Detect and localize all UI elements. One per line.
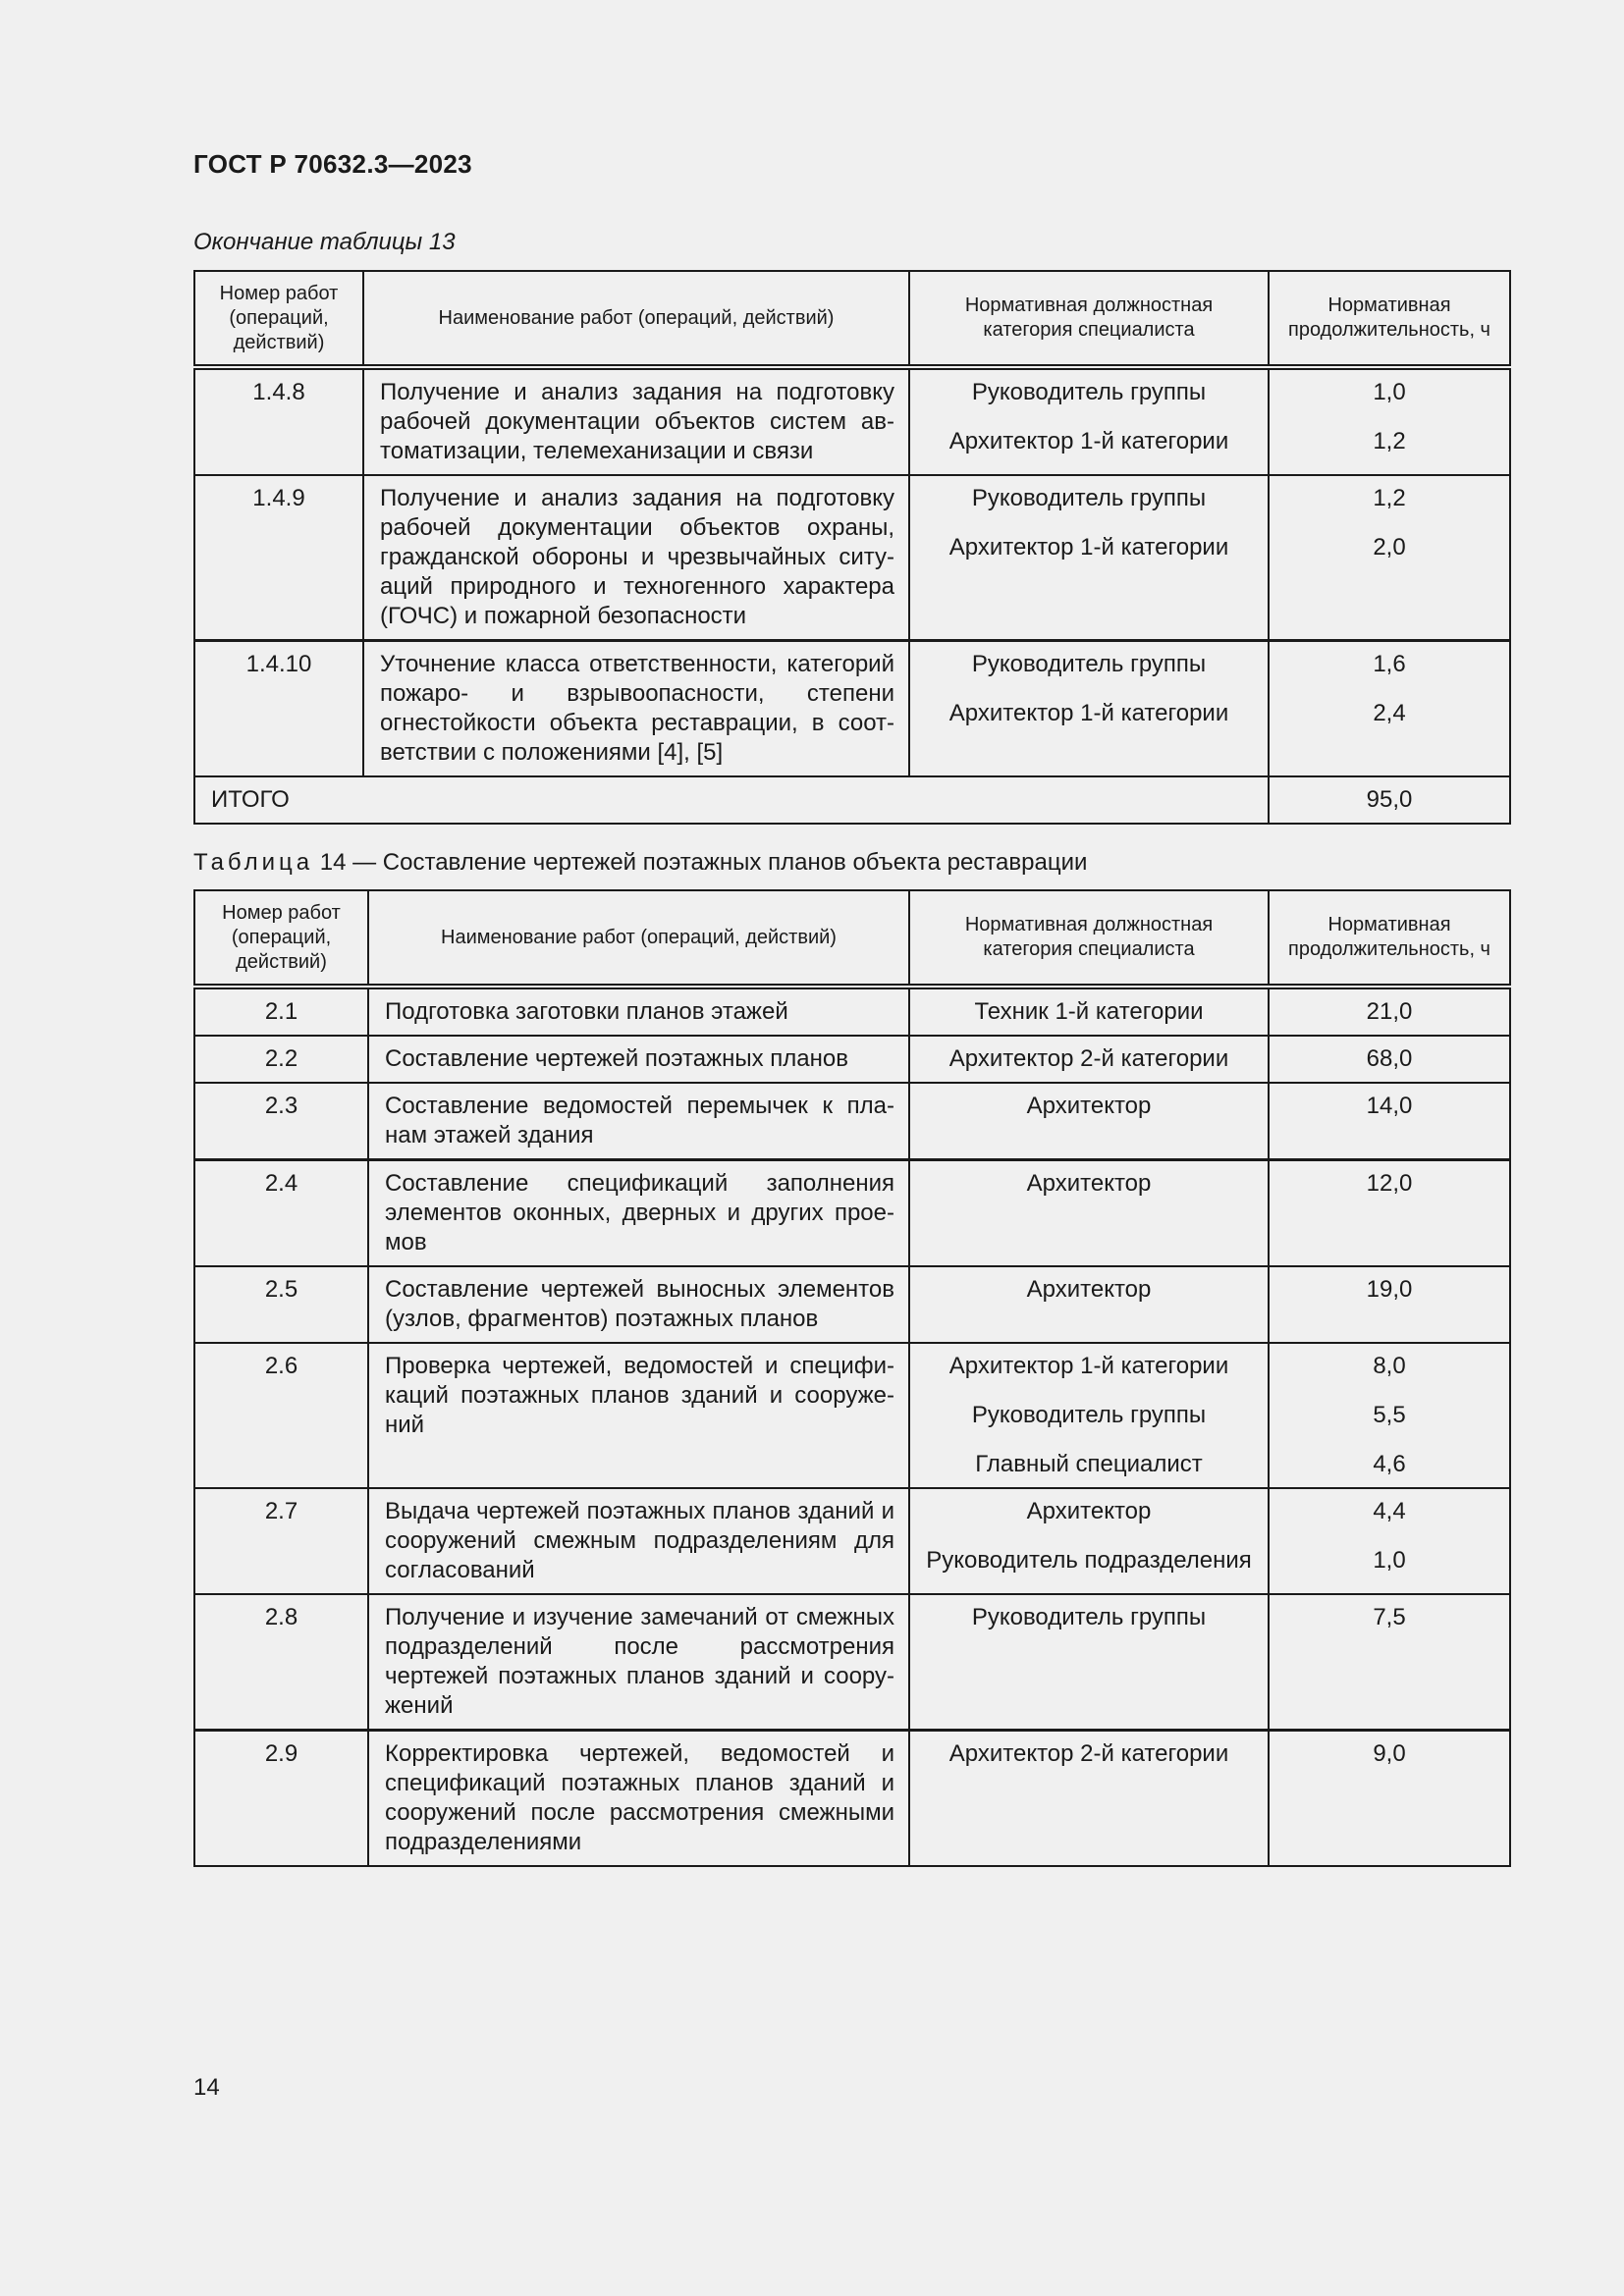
- duration-cell: [1269, 641, 1510, 777]
- specialist-cell: [909, 1594, 1269, 1731]
- table-row: [194, 1160, 1510, 1267]
- table-row: [194, 1036, 1510, 1083]
- specialist-cell: [909, 1160, 1269, 1267]
- specialist-category: Архитектор: [1026, 1276, 1152, 1303]
- work-name-cell: Получение и анализ задания на подготовку рабочей документации объектов охраны, гражданской обороны и чрезвычайных ситуаций природного и техногенного характера (ГОЧС) и пожарной безопасности: [363, 475, 909, 641]
- duration-value: 12,0: [1366, 1170, 1413, 1197]
- duration-value: 2,4: [1373, 700, 1406, 726]
- duration-value: 68,0: [1366, 1045, 1413, 1072]
- duration-cell: [1269, 1594, 1510, 1731]
- work-name-cell: Получение и анализ задания на подготовку рабочей документации объектов систем автоматизации, телемеханизации и связи: [363, 367, 909, 475]
- specialist-category: Руководитель группы: [971, 379, 1207, 405]
- document-header: ГОСТ Р 70632.3—2023: [193, 149, 472, 179]
- work-name-cell: Подготовка заготовки планов этажей: [368, 987, 909, 1036]
- specialist-category: Архитектор: [1026, 1498, 1152, 1524]
- work-name-cell: Составление чертежей выносных элементов (узлов, фрагментов) поэтажных планов: [368, 1266, 909, 1343]
- total-value: 95,0: [1269, 776, 1510, 824]
- col-header-number: Номер работ (операций, действий): [194, 271, 363, 367]
- work-number-cell: 2.2: [194, 1036, 368, 1083]
- specialist-cell: [909, 1731, 1269, 1867]
- table14-caption: [193, 849, 1087, 877]
- table14-body: [194, 987, 1510, 1866]
- table-13: [193, 270, 1511, 825]
- work-name-cell: Составление чертежей поэтажных планов: [368, 1036, 909, 1083]
- duration-cell: [1269, 367, 1510, 475]
- work-name-cell: Составление ведомостей перемычек к планам этажей здания: [368, 1083, 909, 1160]
- duration-cell: [1269, 475, 1510, 641]
- table14-caption-text: 14 — Составление чертежей поэтажных планов объекта реставрации: [313, 849, 1088, 876]
- duration-value: 8,0: [1373, 1353, 1406, 1379]
- table-row: [194, 367, 1510, 475]
- duration-value: 9,0: [1373, 1740, 1406, 1767]
- total-label: ИТОГО: [194, 776, 1269, 824]
- col-header-name: Наименование работ (операций, действий): [363, 271, 909, 367]
- table-row: [194, 1488, 1510, 1594]
- work-name-cell: Составление спецификаций заполнения элементов оконных, дверных и других проемов: [368, 1160, 909, 1267]
- specialist-cell: [909, 1266, 1269, 1343]
- specialist-cell: [909, 641, 1269, 777]
- table-row: [194, 987, 1510, 1036]
- specialist-category: Архитектор 1-й категории: [948, 700, 1229, 726]
- work-number-cell: 2.9: [194, 1731, 368, 1867]
- specialist-cell: [909, 1343, 1269, 1488]
- col-header-duration: Нормативная продолжительность, ч: [1269, 890, 1510, 987]
- table13-caption: Окончание таблицы 13: [193, 229, 456, 255]
- specialist-category: Руководитель группы: [971, 1402, 1207, 1428]
- specialist-cell: [909, 475, 1269, 641]
- specialist-category: Архитектор 1-й категории: [948, 534, 1229, 561]
- duration-value: 14,0: [1366, 1093, 1413, 1119]
- table-row: [194, 1083, 1510, 1160]
- col-header-duration: Нормативная продолжительность, ч: [1269, 271, 1510, 367]
- specialist-category: Архитектор 2-й категории: [948, 1740, 1229, 1767]
- work-name-cell: Проверка чертежей, ведомостей и спецификаций поэтажных планов зданий и сооружений: [368, 1343, 909, 1488]
- work-number-cell: 2.5: [194, 1266, 368, 1343]
- specialist-cell: [909, 987, 1269, 1036]
- table-row: [194, 1266, 1510, 1343]
- specialist-category: Архитектор 1-й категории: [948, 1353, 1229, 1379]
- table14-caption-prefix: Таблица: [193, 849, 314, 876]
- table-14: [193, 889, 1511, 1867]
- duration-cell: [1269, 1731, 1510, 1867]
- specialist-category: Руководитель группы: [971, 651, 1207, 677]
- specialist-cell: [909, 1488, 1269, 1594]
- work-name-cell: Уточнение класса ответственности, категорий пожаро- и взрывоопасности, степени огнестойкости объекта реставрации, в соответствии с положениями [4], [5]: [363, 641, 909, 777]
- specialist-category: Архитектор 1-й категории: [948, 428, 1229, 454]
- table-row: [194, 641, 1510, 777]
- duration-value: 1,6: [1373, 651, 1406, 677]
- specialist-cell: [909, 367, 1269, 475]
- work-number-cell: 1.4.8: [194, 367, 363, 475]
- duration-value: 1,2: [1373, 428, 1406, 454]
- specialist-category: Руководитель подразделения: [926, 1547, 1252, 1574]
- work-number-cell: 2.6: [194, 1343, 368, 1488]
- col-header-name: Наименование работ (операций, действий): [368, 890, 909, 987]
- duration-value: 4,6: [1373, 1451, 1406, 1477]
- work-number-cell: 2.3: [194, 1083, 368, 1160]
- work-number-cell: 2.7: [194, 1488, 368, 1594]
- col-header-specialist: Нормативная должностная категория специалиста: [909, 890, 1269, 987]
- duration-cell: [1269, 1036, 1510, 1083]
- col-header-number: Номер работ (операций, действий): [194, 890, 368, 987]
- duration-value: 19,0: [1366, 1276, 1413, 1303]
- work-number-cell: 1.4.9: [194, 475, 363, 641]
- duration-value: 4,4: [1373, 1498, 1406, 1524]
- work-number-cell: 1.4.10: [194, 641, 363, 777]
- specialist-category: Архитектор 2-й категории: [948, 1045, 1229, 1072]
- duration-cell: [1269, 1160, 1510, 1267]
- specialist-category: Архитектор: [1026, 1093, 1152, 1119]
- duration-cell: [1269, 987, 1510, 1036]
- duration-cell: [1269, 1266, 1510, 1343]
- duration-value: 1,0: [1373, 1547, 1406, 1574]
- work-name-cell: Получение и изучение замечаний от смежных подразделений после рассмотрения чертежей поэтажных планов зданий и сооружений: [368, 1594, 909, 1731]
- duration-cell: [1269, 1083, 1510, 1160]
- specialist-category: Руководитель группы: [971, 485, 1207, 511]
- duration-value: 21,0: [1366, 998, 1413, 1025]
- specialist-cell: [909, 1083, 1269, 1160]
- specialist-category: Главный специалист: [975, 1451, 1203, 1477]
- work-number-cell: 2.4: [194, 1160, 368, 1267]
- duration-value: 5,5: [1373, 1402, 1406, 1428]
- duration-value: 1,0: [1373, 379, 1406, 405]
- specialist-category: Руководитель группы: [971, 1604, 1207, 1630]
- work-name-cell: Корректировка чертежей, ведомостей и спецификаций поэтажных планов зданий и сооружений после рассмотрения смежными подразделениями: [368, 1731, 909, 1867]
- work-number-cell: 2.1: [194, 987, 368, 1036]
- specialist-category: Техник 1-й категории: [974, 998, 1204, 1025]
- duration-cell: [1269, 1488, 1510, 1594]
- table13-body: [194, 367, 1510, 824]
- specialist-cell: [909, 1036, 1269, 1083]
- work-number-cell: 2.8: [194, 1594, 368, 1731]
- specialist-category: Архитектор: [1026, 1170, 1152, 1197]
- table-row: [194, 475, 1510, 641]
- duration-cell: [1269, 1343, 1510, 1488]
- col-header-specialist: Нормативная должностная категория специалиста: [909, 271, 1269, 367]
- table14-header-row: [194, 890, 1510, 987]
- total-row: [194, 776, 1510, 824]
- work-name-cell: Выдача чертежей поэтажных планов зданий и сооружений смежным подразделениям для согласований: [368, 1488, 909, 1594]
- table-row: [194, 1731, 1510, 1867]
- duration-value: 1,2: [1373, 485, 1406, 511]
- duration-value: 7,5: [1373, 1604, 1406, 1630]
- table-row: [194, 1343, 1510, 1488]
- table-row: [194, 1594, 1510, 1731]
- duration-value: 2,0: [1373, 534, 1406, 561]
- page-number: 14: [193, 2074, 220, 2101]
- table13-header-row: [194, 271, 1510, 367]
